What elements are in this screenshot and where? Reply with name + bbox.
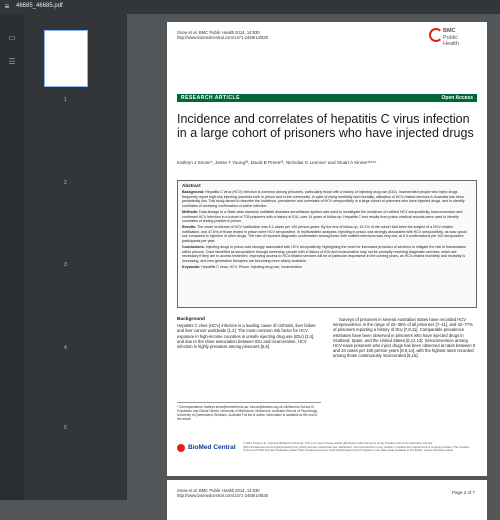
body-column-right: Surveys of prisoners in several Australian states have recorded HCV seroprevalence in the range of 22–38% of all prisoners [7–11], and 42–77% of prisoners reporting a history of IDU [7,8,11]. Comparable prevalence estimates have been observed in prisoners who have injected drugs in Scotland, Spain, and the United States [6,12,13]. Seroconversion among HCV-naive prisoners who inject drugs has been observed at rates between 5 and 34 cases per 100 person-years [8,9,14], with the highest rates recorded among those continuously incarcerated [5,15].: [333, 317, 476, 359]
correspondence-footnote: * Correspondence: kathryn.snow@unimelb.edu.au; ksnow@doctors.org.uk ¹Melbourne School of Population and Global Health, University of Melbourne, Melbourne, Australia ²School of Psychology, University of Queensland, Brisbane, Australia Full list of author information is available at the end of the article: [177, 402, 321, 421]
biomed-central-logo: BioMed Central: [177, 443, 237, 453]
thumbnail-label: 4: [64, 345, 67, 351]
sidebar-rail: [0, 14, 24, 500]
menu-icon[interactable]: ≡: [4, 2, 10, 11]
article-authors: Kathryn J Snow¹*, Jesse T Young²³, David B Preen²³, Nicholas G Lennox⁴ and Stuart A Kinner¹²⁴⁵⁶: [177, 160, 377, 165]
thumbnail-label: 5: [64, 425, 67, 431]
journal-header: Snow et al. BMC Public Health 2014, 14:830 http://www.biomedcentral.com/1471-2458/14/830: [177, 30, 269, 40]
section-heading: Background: [177, 317, 205, 322]
journal-header: Snow et al. BMC Public Health 2014, 14:830 http://www.biomedcentral.com/1471-2458/14/830: [177, 488, 269, 498]
thumbnail-label: 2: [64, 180, 67, 186]
pdf-page-2: [167, 480, 487, 520]
article-title: Incidence and correlates of hepatitis C virus infection in a large cohort of prisoners who have injected drugs: [177, 112, 474, 140]
body-column-left: Background Hepatitis C virus (HCV) infection is a leading cause of cirrhosis, liver failure and liver cancer worldwide [1,2]. The most common risk factor for HCV exposure in high-income countries is unsafe injecting drug use (IDU) [3,4], and due to the close association between IDU and incarceration, HCV infection is highly prevalent among prisoners [5,6].: [177, 317, 321, 349]
title-bar: [0, 0, 500, 14]
outline-icon[interactable]: ☰: [8, 57, 16, 66]
document-filename: 46685_46685.pdf: [16, 3, 63, 9]
pdf-page-1: [167, 22, 487, 476]
article-type-bar: RESEARCH ARTICLE Open Access: [177, 94, 477, 102]
biomed-logo-icon: [177, 444, 185, 452]
thumbnail-label: 3: [64, 262, 67, 268]
thumbnails-icon[interactable]: ▭: [8, 33, 16, 42]
thumbnail-label: 1: [64, 97, 67, 103]
license-text: © 2014 Snow et al.; licensee BioMed Central Ltd. This is an Open Access article distributed under the terms of the Creative Commons Attribution License (http://creativecommons.org/licenses/by/4.0), which permits unrestricted use, distribution, and reproduction in any medium, provided the original work is properly credited. The Creative Commons Public Domain Dedication waiver (http://creativecommons.org/publicdomain/zero/1.0/) applies to the data made available in this article, unless otherwise stated.: [243, 441, 470, 453]
document-viewer[interactable]: [127, 14, 500, 500]
abstract-box: Abstract Background: Hepatitis C virus (HCV) infection is common among prisoners, particularly those with a history of injecting drug use (IDU). Incarcerated people who inject drugs frequently report high-risk injecting practices both in prison and in the community. In spite of rising morbidity and mortality, utilisation of HCV-related services in Australia has been persistently low. This study aimed to describe the incidence, prevalence and correlates of HCV seropositivity in a large cohort of prisoners who have injected drugs, and to identify correlates of receiving confirmation of active infection. Methods: Data-linkage to a State-wide statutory notifiable diseases surveillance system was used to investigate the incidence of notified HCV seropositivity, seroconversion and confirmed HCV infection in a cohort of 735 prisoners with a history of IDU, over 14 years of follow up. Hepatitis C test results from prison medical records were used to identify correlates of testing positive in prison. Results: The crude incidence of HCV notification was 5.1 cases per 100 person-years. By the end of follow up, 15.1% of the cohort had been the subject of a HCV-related notification, and 47.6% of those tested in prison were HCV seropositive. In multivariable analyses, injecting in prison was strongly associated with HCV seropositivity, as was opioid use compared to injection of other drugs. The rate of reported diagnostic confirmation among those with notified infections was very low, at 6.0 confirmations per 100 seropositive participants per year. Conclusions: Injecting drugs in prison was strongly associated with HCV seropositivity, highlighting the need for increased provision of services to mitigate the risk of transmission within prisons. Once identified as seropositive through screening, people with a history of IDU and incarceration may not be promptly receiving diagnostic services, which are necessary if they are to access treatment. Improving access to HCV-related services will be of particular importance in the coming years, as HCV-related morbidity and mortality is increasing, and new generation therapies are becoming more widely available. Keywords: Hepatitis C virus, HCV, Prison, Injecting drug use, Incarceration: [177, 180, 477, 308]
page-number: Page 2 of 7: [451, 490, 475, 495]
bmc-logo: BMC Public Health: [429, 28, 475, 54]
page-thumbnail-1[interactable]: [44, 30, 88, 87]
bmc-logo-icon: [429, 28, 443, 42]
